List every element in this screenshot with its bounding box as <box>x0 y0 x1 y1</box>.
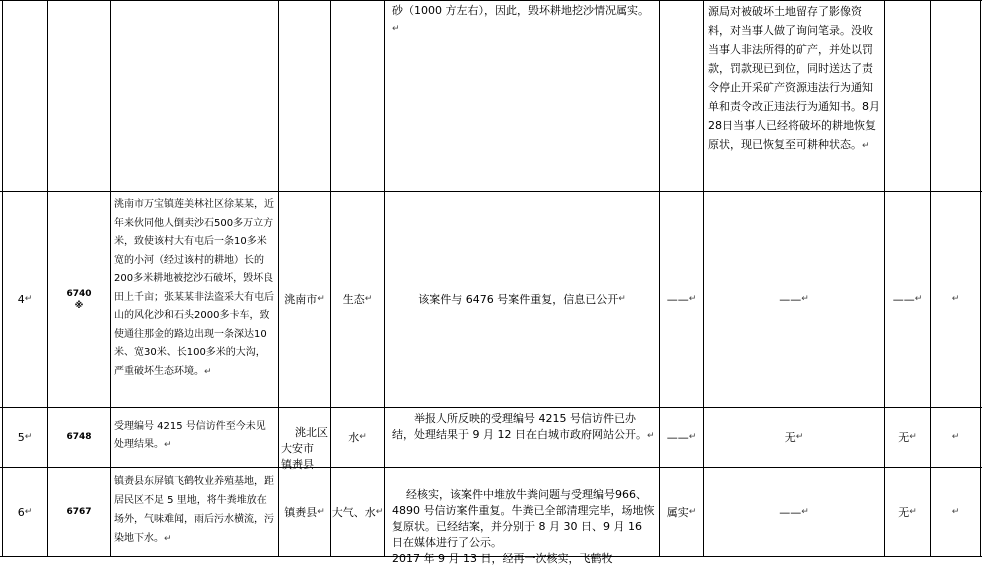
row6-truth: 属实 ↵ <box>666 505 697 519</box>
row5-result: 举报人所反映的受理编号 4215 号信访件已办结，处理结果于 9 月 12 日在白城市政府网站公开。↵ <box>392 412 655 441</box>
row4-extra: ↵ <box>951 294 960 304</box>
row4-case-id: 6740 ※ <box>66 288 92 311</box>
row5-category: 水 ↵ <box>348 431 367 444</box>
row4-accountability: —— ↵ <box>892 293 923 306</box>
row4-number: 4 ↵ <box>17 293 33 306</box>
row4-result: 该案件与 6476 号案件重复，信息已公开 ↵ <box>418 293 626 306</box>
row6-category: 大气、水 ↵ <box>331 505 384 519</box>
row5-extra: ↵ <box>951 432 960 442</box>
grid-vline <box>110 0 111 557</box>
row0-handling: 源局对被破坏土地留存了影像资料，对当事人做了询问笔录。没收当事人非法所得的矿产，并处以罚款，罚款现已到位，同时送达了责令停止开采矿产资源违法行为通知单和责令改正违法行为通知书。8月28日当事人已经将破坏的耕地恢复原状，现已恢复至可耕种状态。↵ <box>708 5 880 151</box>
row4-handling: —— ↵ <box>779 293 809 306</box>
grid-vline <box>980 0 981 557</box>
row5-content: 受理编号 4215 号信访件至今未见处理结果。↵ <box>114 421 266 450</box>
row4-content: 洮南市万宝镇莲美林社区徐某某，近年来伙同他人倒卖沙石500多万立方米，致使该村大有屯后一条10多米宽的小河（经过该村的耕地）长的200多米耕地被挖沙石破坏，毁坏良田上千亩；张某某非法盗采大有屯后山的风化沙和石头2000多卡车，致使通往那金的路边出现一条深达10米、宽30米、长100多米的大沟，严重破坏生态环境。↵ <box>114 199 274 377</box>
row5-case-id: 6748 <box>66 432 92 442</box>
row4-category: 生态 ↵ <box>342 293 373 306</box>
row6-number: 6 ↵ <box>17 505 33 519</box>
row6-case-id: 6767 <box>66 506 92 517</box>
row5-district: 洮北区 大安市 镇赉县 <box>281 426 328 471</box>
row6-district: 镇赉县 ↵ <box>284 505 325 519</box>
row6-content: 镇赉县东屏镇飞鹤牧业养殖基地，距居民区不足 5 里地，将牛粪堆放在场外，气味难闻，雨后污水横流，污染地下水。↵ <box>114 476 274 544</box>
row5-truth: —— ↵ <box>666 431 697 444</box>
row4-truth: —— ↵ <box>666 293 697 306</box>
grid-hline <box>0 0 982 1</box>
row6-extra: ↵ <box>951 506 960 517</box>
row4-district: 洮南市 ↵ <box>284 293 325 306</box>
row5-handling: 无 ↵ <box>784 431 804 444</box>
row0-result: 砂（1000 方左右），因此，毁坏耕地挖沙情况属实。↵ <box>392 4 649 34</box>
row6-result: 经核实，该案件中堆放牛粪问题与受理编号966、4890 号信访案件重复。牛粪已全部清理完毕，场地恢复原状。已经结案，并分别于 8 月 30 日、9 月 16 日在媒体进行了公示。 2017 年 9 月 13 日，经再一次核实，飞鹤牧 <box>392 488 655 565</box>
row6-accountability: 无 ↵ <box>898 505 917 519</box>
row5-accountability: 无 ↵ <box>898 431 917 444</box>
row6-handling: —— ↵ <box>779 505 809 519</box>
row5-number: 5 ↵ <box>17 431 33 444</box>
